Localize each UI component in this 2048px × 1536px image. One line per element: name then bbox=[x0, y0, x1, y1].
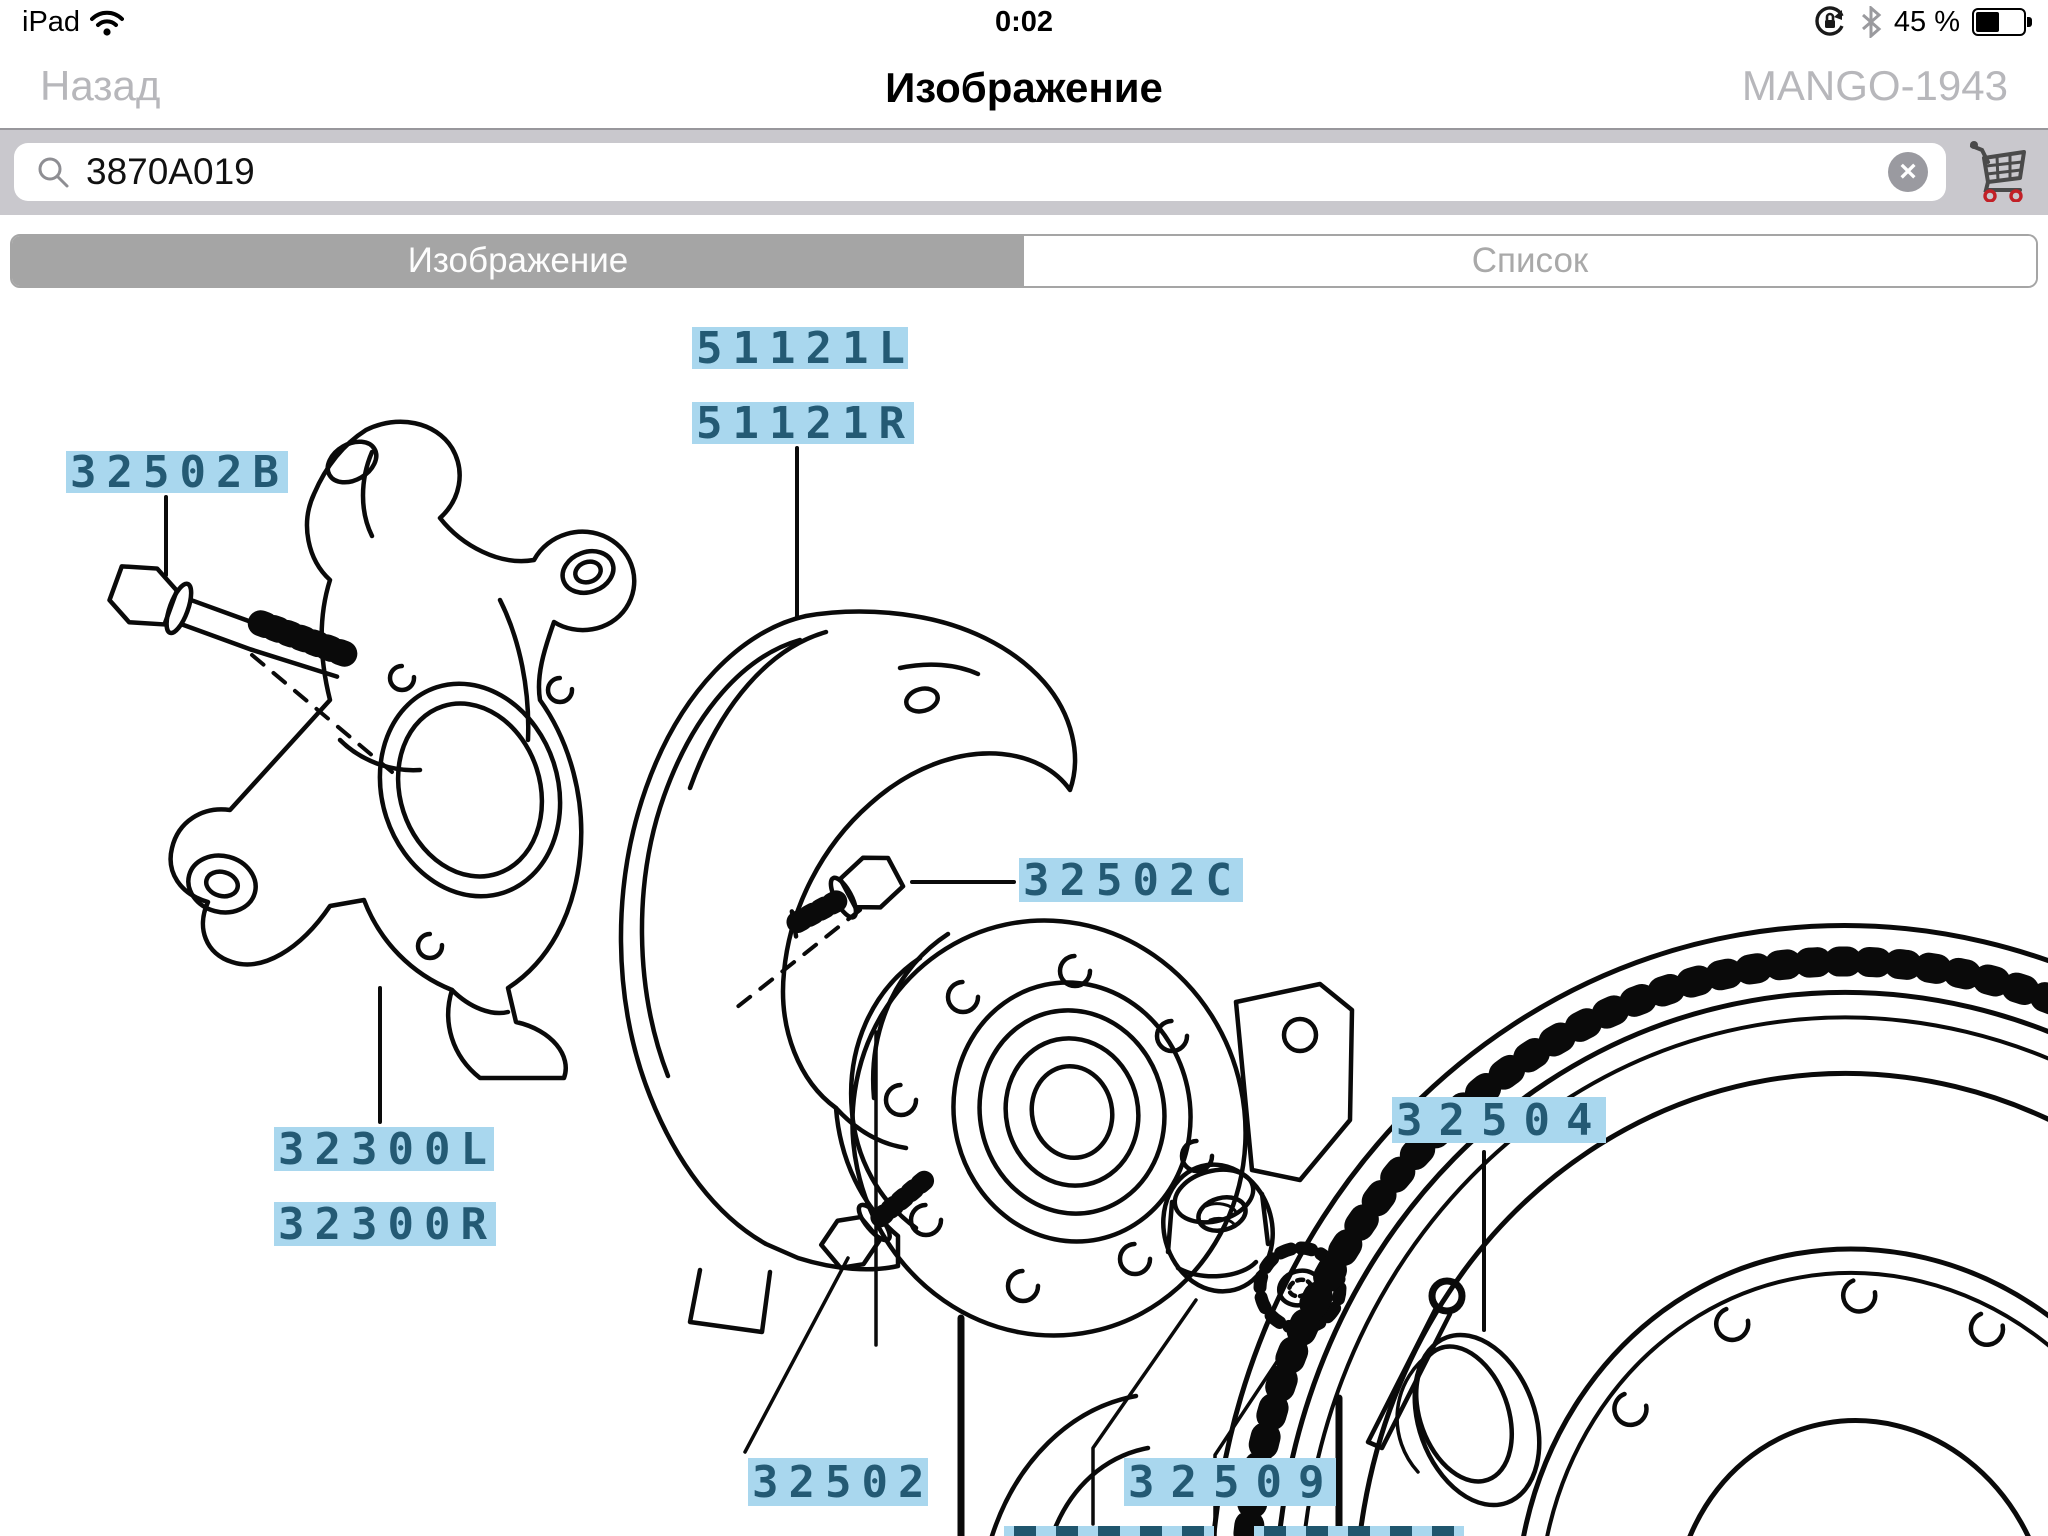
part-label-32300R[interactable]: 32300R bbox=[274, 1202, 496, 1246]
search-field[interactable] bbox=[14, 143, 1946, 201]
knuckle-drawing bbox=[171, 422, 635, 1078]
carrier-label: iPad bbox=[22, 6, 81, 38]
page-title: Изображение bbox=[885, 64, 1163, 111]
bluetooth-icon bbox=[1860, 6, 1882, 38]
hub-drawing bbox=[814, 884, 1284, 1372]
navigation-bar bbox=[0, 42, 2048, 128]
search-input[interactable] bbox=[84, 150, 1946, 194]
back-button[interactable]: Назад bbox=[40, 62, 161, 109]
battery-percent-label: 45 % bbox=[1893, 5, 1960, 38]
status-bar bbox=[0, 0, 2048, 42]
part-label-32504[interactable]: 32504 bbox=[1392, 1097, 1606, 1143]
clear-search-icon[interactable]: × bbox=[1888, 152, 1928, 192]
cart-icon[interactable] bbox=[1966, 138, 2030, 202]
tab-list[interactable]: Список bbox=[1024, 236, 2036, 286]
search-icon bbox=[36, 155, 70, 189]
battery-icon bbox=[1972, 8, 2026, 36]
part-label-32502[interactable]: 32502 bbox=[748, 1458, 928, 1506]
part-label-cropped-1[interactable] bbox=[1004, 1526, 1214, 1536]
part-label-cropped-2[interactable] bbox=[1254, 1526, 1464, 1536]
view-mode-segmented-control bbox=[10, 234, 2038, 288]
part-label-32509[interactable]: 32509 bbox=[1124, 1458, 1336, 1506]
status-time: 0:02 bbox=[994, 6, 1054, 38]
wheel-stud-drawing bbox=[816, 1159, 943, 1277]
part-label-51121R[interactable]: 51121R bbox=[692, 402, 914, 444]
search-toolbar bbox=[0, 128, 2048, 215]
cotter-pin-drawing bbox=[1368, 1281, 1462, 1448]
part-label-32502C[interactable]: 32502C bbox=[1019, 858, 1243, 902]
part-label-32502B[interactable]: 32502B bbox=[66, 451, 288, 493]
device-label: MANGO-1943 bbox=[1741, 62, 2008, 109]
rotation-lock-icon bbox=[1812, 4, 1848, 40]
tab-image[interactable]: Изображение bbox=[12, 236, 1024, 286]
part-label-32300L[interactable]: 32300L bbox=[274, 1127, 494, 1171]
bolt-32502b-drawing bbox=[105, 557, 351, 695]
part-label-51121L[interactable]: 51121L bbox=[692, 327, 908, 369]
parts-diagram-svg bbox=[0, 296, 2048, 1536]
bolt-32502c-drawing bbox=[778, 847, 907, 948]
dust-shield-drawing bbox=[621, 612, 1352, 1333]
